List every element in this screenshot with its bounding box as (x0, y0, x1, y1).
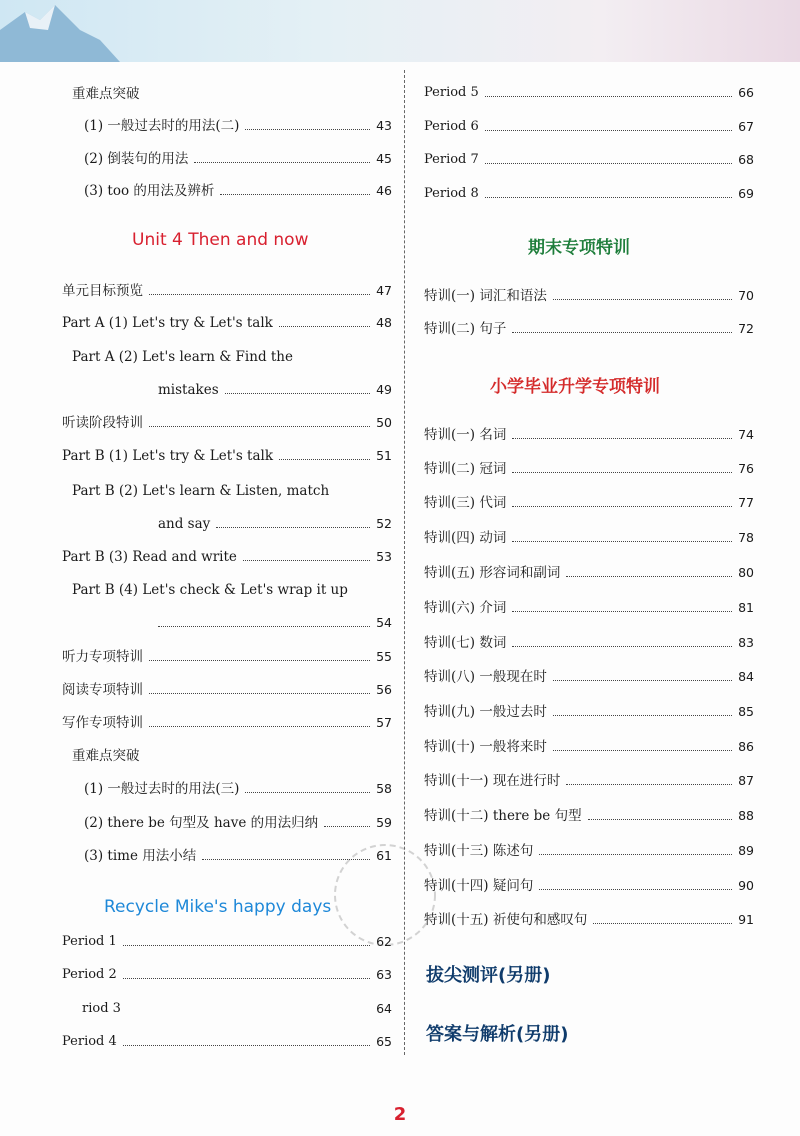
toc-entry[interactable]: 特训(七) 数词 83 (424, 635, 754, 651)
toc-entry[interactable]: Part B (1) Let's try & Let's talk 51 (62, 448, 392, 464)
toc-entry[interactable]: 特训(十三) 陈述句 89 (424, 843, 754, 859)
toc-entry[interactable]: 特训(十五) 祈使句和感叹句 91 (424, 912, 754, 928)
toc-entry[interactable]: Period 6 67 (424, 119, 754, 134)
toc-entry[interactable]: 特训(九) 一般过去时 85 (424, 704, 754, 720)
answer-booklet-title: 答案与解析(另册) (426, 1024, 569, 1045)
header-band (0, 0, 800, 62)
test-booklet-title: 拔尖测评(另册) (426, 965, 551, 986)
watermark-stamp (330, 815, 440, 975)
toc-entry[interactable]: Period 1 62 (62, 934, 392, 949)
toc-entry[interactable]: 特训(三) 代词 77 (424, 495, 754, 511)
final-training-title: 期末专项特训 (528, 238, 630, 258)
unit-title: Unit 4 Then and now (132, 230, 309, 250)
toc-entry[interactable]: Period 5 66 (424, 85, 754, 100)
toc-entry[interactable]: 写作专项特训 57 (62, 715, 392, 731)
toc-entry[interactable]: 特训(十一) 现在进行时 87 (424, 773, 754, 789)
toc-entry[interactable]: 54 (62, 614, 392, 632)
toc-entry-label: Part A (2) Let's learn & Find the (72, 349, 293, 365)
section-heading: 重难点突破 (72, 748, 140, 764)
toc-entry[interactable]: Period 2 63 (62, 967, 392, 982)
toc-entry[interactable]: (2) 倒装句的用法 45 (84, 151, 392, 167)
toc-entry-label: Part B (2) Let's learn & Listen, match (72, 483, 330, 499)
toc-entry[interactable]: Part B (3) Read and write 53 (62, 549, 392, 565)
toc-entry[interactable]: 阅读专项特训 56 (62, 682, 392, 698)
toc-entry[interactable]: Period 4 65 (62, 1034, 392, 1049)
toc-entry[interactable]: Period 8 69 (424, 186, 754, 201)
toc-entry[interactable]: mistakes 49 (158, 382, 392, 398)
graduation-training-title: 小学毕业升学专项特训 (490, 377, 660, 397)
toc-entry[interactable]: 特训(四) 动词 78 (424, 530, 754, 546)
toc-entry[interactable]: 特训(一) 名词 74 (424, 427, 754, 443)
toc-entry[interactable]: 特训(二) 冠词 76 (424, 461, 754, 477)
mountain-decoration (0, 0, 120, 62)
section-heading: 重难点突破 (72, 86, 140, 102)
page-number: 2 (393, 1104, 407, 1125)
recycle-title: Recycle Mike's happy days (104, 897, 332, 917)
toc-entry[interactable]: (3) too 的用法及辨析 46 (84, 183, 392, 199)
toc-entry[interactable]: 特训(二) 句子 72 (424, 321, 754, 337)
toc-entry[interactable]: 特训(一) 词汇和语法 70 (424, 288, 754, 304)
toc-entry[interactable]: (2) there be 句型及 have 的用法归纳 59 (84, 815, 392, 831)
toc-entry[interactable]: 特训(十) 一般将来时 86 (424, 739, 754, 755)
toc-entry[interactable]: 听读阶段特训 50 (62, 415, 392, 431)
toc-entry[interactable]: 特训(八) 一般现在时 84 (424, 669, 754, 685)
toc-entry[interactable]: Period 7 68 (424, 152, 754, 167)
toc-entry-label: Part B (4) Let's check & Let's wrap it up (72, 582, 348, 598)
toc-entry[interactable]: 特训(十二) there be 句型 88 (424, 808, 754, 824)
toc-entry[interactable]: 听力专项特训 55 (62, 649, 392, 665)
toc-entry[interactable]: riod 3 64 (82, 1001, 392, 1016)
toc-entry[interactable]: 特训(十四) 疑问句 90 (424, 878, 754, 894)
toc-entry[interactable]: 单元目标预览 47 (62, 283, 392, 299)
toc-entry[interactable]: and say 52 (158, 516, 392, 532)
toc-entry[interactable]: Part A (1) Let's try & Let's talk 48 (62, 315, 392, 331)
toc-entry[interactable]: 特训(五) 形容词和副词 80 (424, 565, 754, 581)
toc-entry[interactable]: (3) time 用法小结 61 (84, 848, 392, 864)
toc-entry[interactable]: (1) 一般过去时的用法(二) 43 (84, 118, 392, 134)
toc-entry[interactable]: 特训(六) 介词 81 (424, 600, 754, 616)
toc-entry[interactable]: (1) 一般过去时的用法(三) 58 (84, 781, 392, 797)
